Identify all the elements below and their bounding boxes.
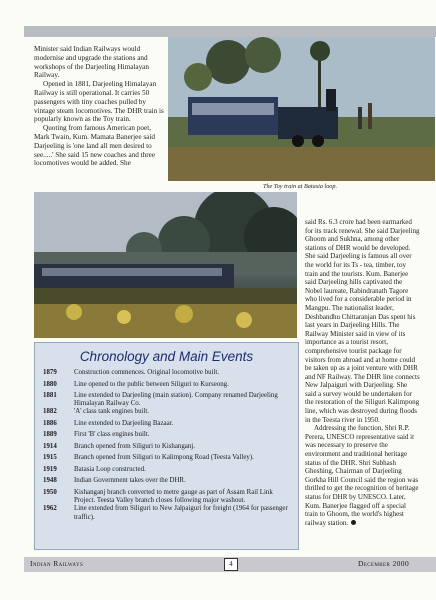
event-text: 'A' class tank engines built. — [74, 408, 150, 416]
top-band — [24, 26, 436, 37]
chronology-event — [43, 466, 292, 478]
event-year: 1879 — [43, 369, 57, 376]
chronology-event — [43, 454, 292, 466]
toy-train-photo — [168, 37, 435, 181]
event-year: 1889 — [43, 431, 57, 439]
chronology-event — [43, 431, 292, 443]
event-year: 1886 — [43, 419, 57, 427]
event-year: 1914 — [43, 442, 57, 450]
event-text: Line extended to Darjeeling (main station). Company renamed Darjeeling Himalayan Railway Co. — [74, 392, 278, 408]
event-year: 1919 — [43, 465, 57, 473]
event-text: Batasia Loop constructed. — [74, 465, 146, 473]
intro-paragraph: Quoting from famous American poet, Mark Twain, Kum. Mamata Banerjee said Darjeeling is 'one land all men desired to see.....' She said 15 new coaches and three locomotives would be added. She — [34, 124, 156, 168]
chronology-event — [43, 477, 292, 489]
right-paragraph: Addressing the function, Shri R.P. Perera, UNESCO representative said it was necessary to preserve the environment and traditional heritage status of the DHR. Shri Subhash Gheshing, Chairman of Darjeeling Gorkha Hill Council said the region was thrilled to get the recognition of heritage status for DHR by UNESCO. Later, Kum. Banerjee flagged off a special train to Ghoom, the world's highest railway station. — [305, 424, 419, 527]
chronology-event — [43, 392, 292, 408]
chronology-event — [43, 443, 292, 455]
event-text: Line opened to the public between Siliguri to Kurseong. — [74, 380, 229, 388]
chronology-event — [43, 489, 292, 505]
chronology-list — [35, 369, 298, 522]
chronology-event — [43, 420, 292, 432]
right-column — [305, 218, 420, 527]
event-year: 1950 — [43, 488, 57, 496]
event-text: Line extended to Darjeeling Bazaar. — [74, 419, 174, 427]
photo-caption: The Toy train at Batasia loop. — [263, 183, 338, 190]
chronology-event — [43, 408, 292, 420]
event-text: Construction commences. Original locomotive built. — [74, 369, 220, 376]
event-year: 1962 — [43, 505, 57, 513]
intro-column — [34, 45, 168, 168]
event-year: 1881 — [43, 392, 57, 399]
chronology-box — [34, 342, 299, 550]
footer-publication: Indian Railways — [30, 559, 84, 568]
intro-paragraph: Minister said Indian Railways would modernise and upgrade the stations and workshops of the Darjeeling Himalayan Railway. — [34, 45, 149, 80]
event-text: Branch opened from Siliguri to Kalimpong Road (Teesta Valley). — [74, 454, 254, 462]
event-text: First 'B' class engines built. — [74, 431, 150, 439]
event-year: 1948 — [43, 477, 57, 485]
event-year: 1880 — [43, 380, 57, 388]
event-year: 1882 — [43, 408, 57, 416]
right-paragraph: said Rs. 6.3 crore had been earmarked for its track renewal. She said Darjeeling Ghoom and Sukhna, among other stations of DHR would be developed. She said Darjeeling is famous all over the world for its Ts - tea, timber, toy train and the tourists. Kum. Banerjee said Darjeeling hills captivated the Nobel laureate, Rabindranath Tagore who lived for a considerable period in Mangpu. The nationalist leader, Deshbandhu Chittaranjan Das spent his last years in Darjeeling Hills. The Railway Minister said in view of its importance as a tourist resort, comprehensive tourist package for visitors from abroad and at home could be taken up as a joint venture with DHR and NF Railway. The DHR line connects New Jalpaiguri with Darjeeling. She said a survey would be undertaken for the restoration of the Siliguri Kalimpong line, which was destroyed during floods in the Teesta river in 1950. — [305, 218, 420, 424]
event-text: Branch opened from Siliguri to Kishanganj. — [74, 442, 195, 450]
event-year: 1915 — [43, 454, 57, 462]
chronology-title: Chronology and Main Events — [79, 349, 254, 364]
chronology-event — [43, 369, 292, 381]
end-bullet-icon — [351, 520, 356, 525]
event-text: Kishanganj branch converted to metre gauge as part of Assam Rail Link Project. Teesta Valley branch closes following major washout. — [74, 488, 273, 505]
page-number: 4 — [224, 558, 238, 571]
chronology-event — [43, 381, 292, 393]
chronology-event — [43, 505, 292, 521]
hill-train-photo — [34, 192, 297, 338]
intro-paragraph: Opened in 1881, Darjeeling Himalayan Railway is still operational. It carries 50 passengers with tiny coaches pulled by vintage steam locomotives. The DHR train is popularly known as the Toy train. — [34, 80, 164, 124]
event-text: Line extended from Siliguri to New Jalpaiguri for freight (1964 for passenger traffic). — [74, 505, 288, 521]
footer-date: December 2000 — [358, 559, 410, 568]
event-text: Indian Government takes over the DHR. — [74, 477, 186, 485]
